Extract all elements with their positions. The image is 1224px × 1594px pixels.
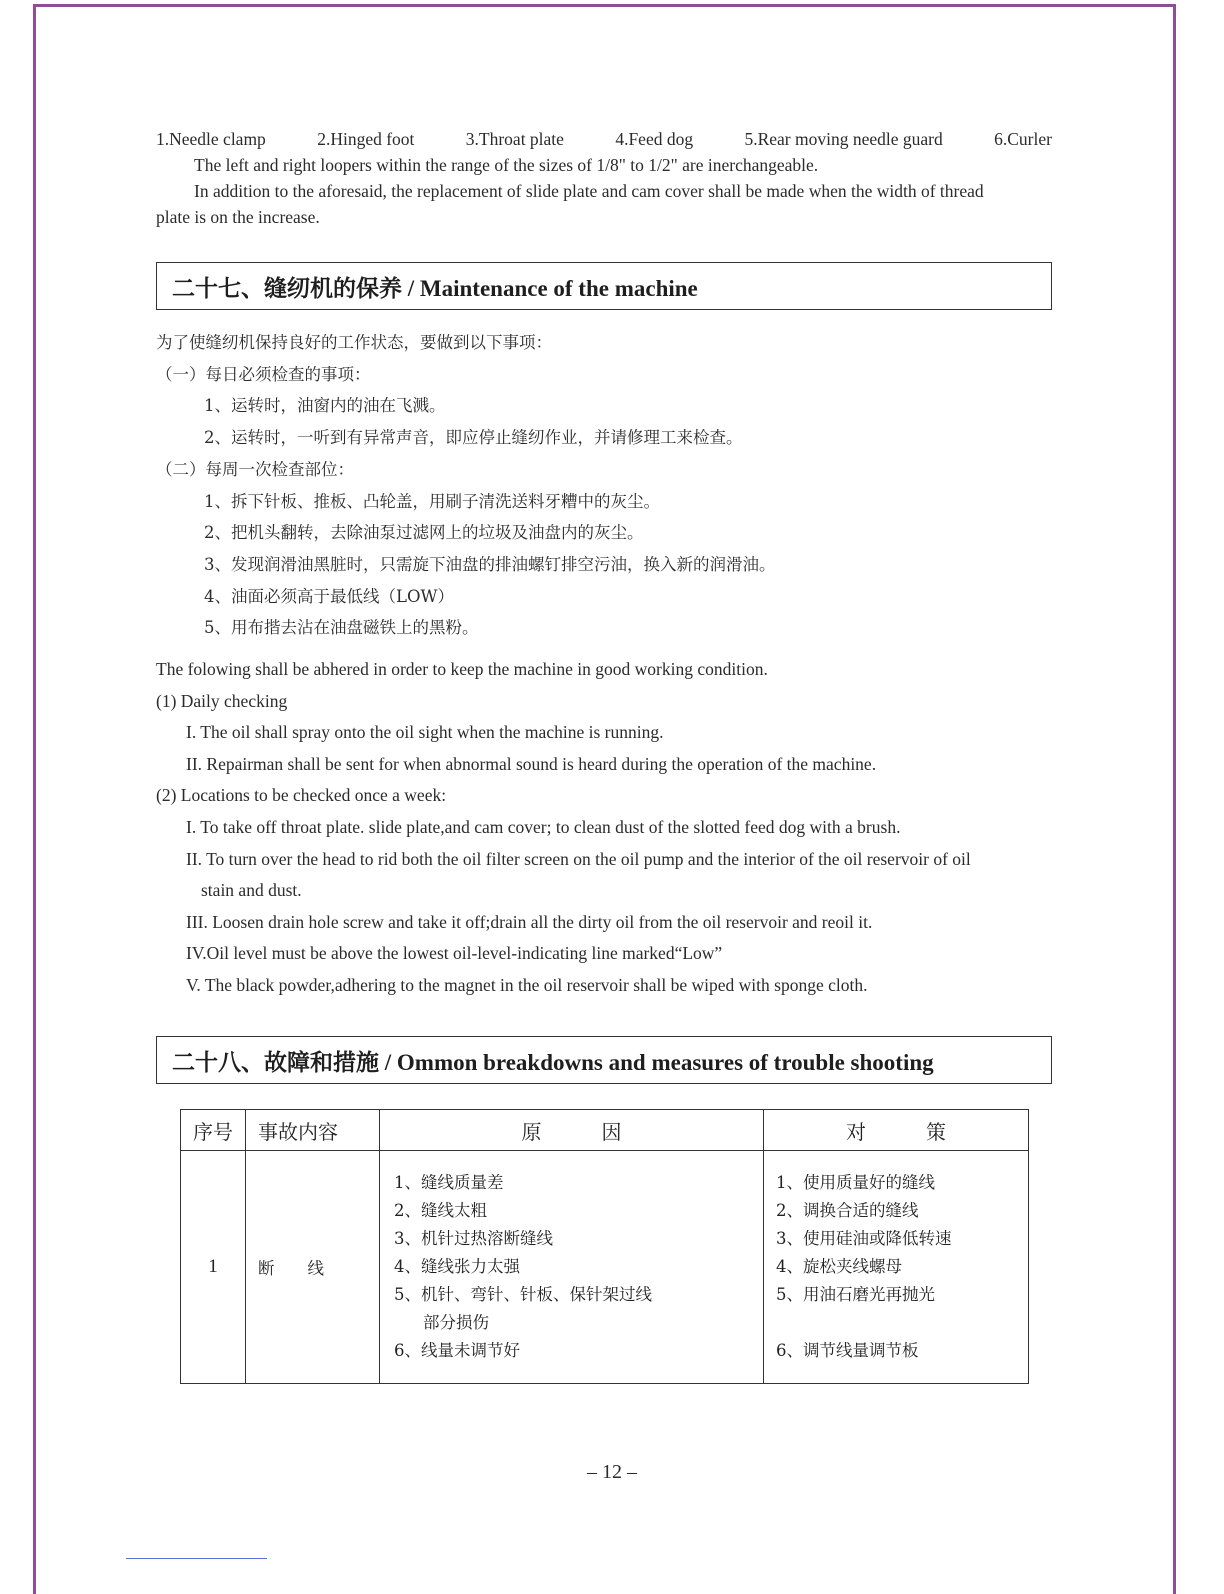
cn-weekly-item: 1、拆下针板、推板、凸轮盖，用刷子清洗送料牙糟中的灰尘。 bbox=[204, 491, 660, 511]
cn-weekly-item: 3、发现润滑油黑脏时，只需旋下油盘的排油螺钉排空污油，换入新的润滑油。 bbox=[204, 554, 776, 574]
cause-item-cont: 部分损伤 bbox=[423, 1313, 489, 1332]
measure-item: 4、旋松夹线螺母 bbox=[776, 1257, 902, 1276]
cn-weekly-item: 5、用布揩去沾在油盘磁铁上的黑粉。 bbox=[204, 618, 479, 638]
cause-item: 6、线量未调节好 bbox=[394, 1341, 520, 1360]
header-measure: 对 策 bbox=[764, 1110, 1029, 1151]
cn-daily-item: 2、运转时，一听到有异常声音，即应停止缝纫作业，并请修理工来检查。 bbox=[204, 428, 743, 448]
parts-list bbox=[156, 126, 1052, 152]
section-28-heading bbox=[156, 1036, 1052, 1084]
part-needle-clamp: 1.Needle clamp bbox=[156, 129, 266, 149]
row-number: 1 bbox=[181, 1151, 246, 1384]
cn-daily-item: 1、运转时，油窗内的油在飞溅。 bbox=[204, 396, 446, 416]
replacement-note-cont: plate is on the increase. bbox=[156, 207, 320, 227]
part-hinged-foot: 2.Hinged foot bbox=[317, 129, 415, 149]
header-number: 序号 bbox=[181, 1110, 246, 1151]
cn-weekly-item: 2、把机头翻转，去除油泵过滤网上的垃圾及油盘内的灰尘。 bbox=[204, 523, 644, 543]
en-daily-item: II. Repairman shall be sent for when abnormal sound is heard during the operation of the machine. bbox=[186, 753, 877, 774]
measure-item: 5、用油石磨光再抛光 bbox=[776, 1285, 935, 1304]
en-daily-heading: (1) Daily checking bbox=[156, 690, 288, 711]
table-header-row bbox=[181, 1110, 1029, 1151]
part-feed-dog: 4.Feed dog bbox=[615, 129, 694, 149]
en-weekly-heading: (2) Locations to be checked once a week: bbox=[156, 785, 447, 806]
en-weekly-item: V. The black powder,adhering to the magnet in the oil reservoir shall be wiped with sponge cloth. bbox=[186, 974, 868, 995]
en-weekly-item: III. Loosen drain hole screw and take it off;drain all the dirty oil from the oil reservoir and reoil it. bbox=[186, 911, 873, 932]
cause-item: 4、缝线张力太强 bbox=[394, 1257, 520, 1276]
cn-weekly-item: 4、油面必须高于最低线（LOW） bbox=[204, 586, 454, 606]
part-curler: 6.Curler bbox=[994, 129, 1052, 149]
parts-description bbox=[156, 126, 1052, 230]
cause-item: 2、缝线太粗 bbox=[394, 1201, 487, 1220]
measure-item: 1、使用质量好的缝线 bbox=[776, 1173, 935, 1192]
header-cause: 原 因 bbox=[380, 1110, 764, 1151]
measure-spacer bbox=[776, 1309, 1027, 1337]
part-rear-needle-guard: 5.Rear moving needle guard bbox=[744, 129, 943, 149]
section-27-title: 二十七、缝纫机的保养 / Maintenance of the machine bbox=[172, 275, 698, 301]
replacement-note: In addition to the aforesaid, the replacement of slide plate and cam cover shall be made when the width of thread bbox=[194, 181, 984, 201]
cn-weekly-heading: （二）每周一次检查部位： bbox=[156, 459, 354, 479]
section-28-title: 二十八、故障和措施 / Ommon breakdowns and measures of trouble shooting bbox=[172, 1049, 934, 1075]
measure-item: 2、调换合适的缝线 bbox=[776, 1201, 919, 1220]
maintenance-english bbox=[156, 654, 1056, 1002]
en-daily-item: I. The oil shall spray onto the oil sight when the machine is running. bbox=[186, 722, 664, 743]
cause-item: 1、缝线质量差 bbox=[394, 1173, 504, 1192]
cause-item: 5、机针、弯针、针板、保针架过线 bbox=[394, 1285, 652, 1304]
row-measures bbox=[764, 1151, 1029, 1384]
header-fault: 事故内容 bbox=[246, 1110, 380, 1151]
row-fault: 断 线 bbox=[246, 1151, 380, 1384]
cn-daily-heading: （一）每日必须检查的事项： bbox=[156, 364, 371, 384]
en-intro: The folowing shall be abhered in order to keep the machine in good working condition. bbox=[156, 659, 768, 679]
cause-item: 3、机针过热溶断缝线 bbox=[394, 1229, 553, 1248]
footnote-rule bbox=[126, 1558, 267, 1559]
en-weekly-item: II. To turn over the head to rid both the oil filter screen on the oil pump and the interior of the oil reservoir of oil bbox=[186, 848, 971, 869]
en-weekly-item: IV.Oil level must be above the lowest oil-level-indicating line marked“Low” bbox=[186, 943, 723, 964]
part-throat-plate: 3.Throat plate bbox=[465, 129, 564, 149]
section-27-heading bbox=[156, 262, 1052, 310]
troubleshooting-table bbox=[180, 1109, 1029, 1384]
loopers-note: The left and right loopers within the range of the sizes of 1/8" to 1/2" are inerchangeable. bbox=[194, 155, 819, 175]
maintenance-chinese bbox=[156, 327, 1052, 644]
table-row bbox=[181, 1151, 1029, 1384]
en-weekly-item-cont: stain and dust. bbox=[201, 880, 302, 901]
measure-item: 6、调节线量调节板 bbox=[776, 1341, 919, 1360]
cn-intro: 为了使缝纫机保持良好的工作状态，要做到以下事项： bbox=[156, 333, 552, 352]
row-causes bbox=[380, 1151, 764, 1384]
en-weekly-item: I. To take off throat plate. slide plate,and cam cover; to clean dust of the slotted feed dog with a brush. bbox=[186, 816, 901, 837]
measure-item: 3、使用硅油或降低转速 bbox=[776, 1229, 952, 1248]
page-number: – 12 – bbox=[587, 1461, 637, 1483]
